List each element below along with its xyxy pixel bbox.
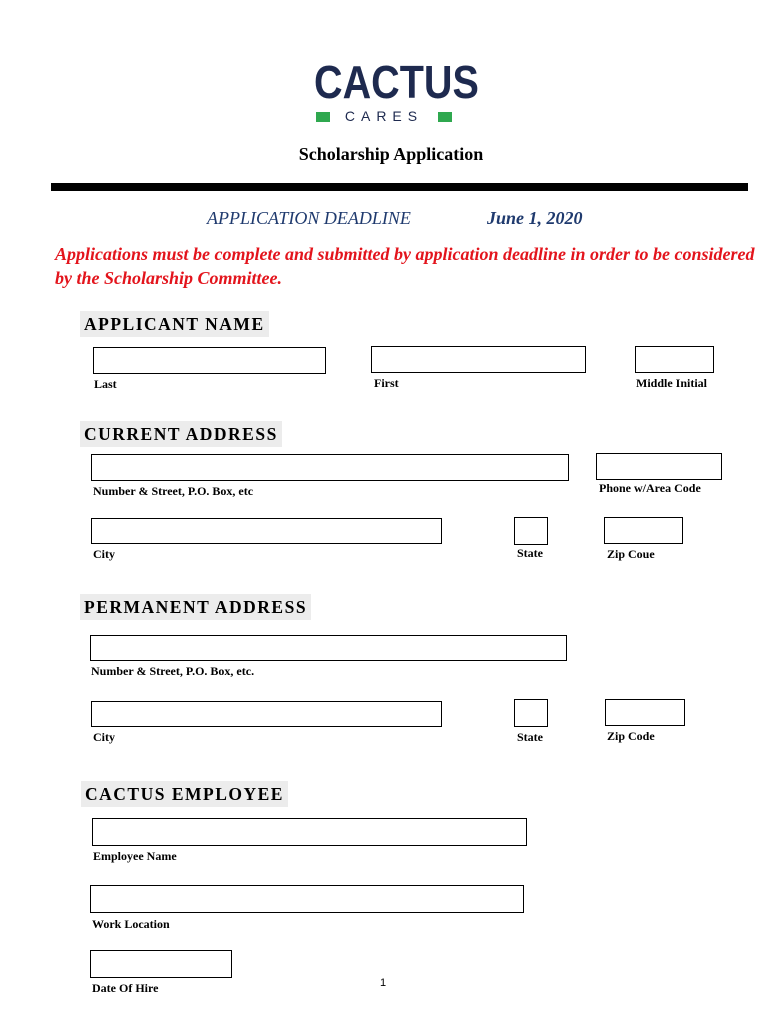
middle-initial-field[interactable] bbox=[635, 346, 714, 373]
permanent-city-field[interactable] bbox=[91, 701, 442, 727]
permanent-zip-field[interactable] bbox=[605, 699, 685, 726]
current-city-label: City bbox=[93, 547, 115, 561]
section-permanent-address: PERMANENT ADDRESS bbox=[80, 594, 311, 620]
current-zip-label: Zip Coue bbox=[607, 547, 655, 561]
deadline-label: APPLICATION DEADLINE bbox=[207, 208, 411, 228]
current-state-field[interactable] bbox=[514, 517, 548, 545]
work-location-field[interactable] bbox=[90, 885, 524, 913]
work-location-label: Work Location bbox=[92, 917, 170, 931]
first-name-field[interactable] bbox=[371, 346, 586, 373]
date-of-hire-field[interactable] bbox=[90, 950, 232, 978]
current-city-field[interactable] bbox=[91, 518, 442, 544]
current-state-label: State bbox=[517, 546, 543, 560]
logo-bar-left bbox=[316, 112, 330, 122]
logo-wordmark: CACTUS bbox=[314, 56, 479, 108]
first-name-label: First bbox=[374, 376, 399, 390]
date-of-hire-label: Date Of Hire bbox=[92, 981, 159, 995]
current-street-field[interactable] bbox=[91, 454, 569, 481]
title-divider bbox=[51, 183, 748, 191]
last-name-field[interactable] bbox=[93, 347, 326, 374]
employee-name-field[interactable] bbox=[92, 818, 527, 846]
employee-name-label: Employee Name bbox=[93, 849, 177, 863]
permanent-zip-label: Zip Code bbox=[607, 729, 655, 743]
phone-label: Phone w/Area Code bbox=[599, 481, 701, 495]
permanent-state-field[interactable] bbox=[514, 699, 548, 727]
current-zip-field[interactable] bbox=[604, 517, 683, 544]
logo-subtitle: CARES bbox=[344, 108, 424, 124]
phone-field[interactable] bbox=[596, 453, 722, 480]
submission-notice: Applications must be complete and submitted by application deadline in order to be considered by the Scholarship Committee. bbox=[55, 244, 755, 288]
section-current-address: CURRENT ADDRESS bbox=[80, 421, 282, 447]
page-number: 1 bbox=[380, 977, 387, 989]
last-name-label: Last bbox=[94, 377, 117, 391]
middle-initial-label: Middle Initial bbox=[636, 376, 708, 390]
current-street-label: Number & Street, P.O. Box, etc bbox=[93, 484, 254, 498]
permanent-street-label: Number & Street, P.O. Box, etc. bbox=[91, 664, 255, 678]
deadline-date: June 1, 2020 bbox=[487, 208, 583, 228]
document-title: Scholarship Application bbox=[298, 144, 484, 164]
permanent-city-label: City bbox=[93, 730, 115, 744]
section-applicant-name: APPLICANT NAME bbox=[80, 311, 269, 337]
permanent-state-label: State bbox=[517, 730, 543, 744]
logo-bar-right bbox=[438, 112, 452, 122]
permanent-street-field[interactable] bbox=[90, 635, 567, 661]
section-cactus-employee: CACTUS EMPLOYEE bbox=[81, 781, 288, 807]
